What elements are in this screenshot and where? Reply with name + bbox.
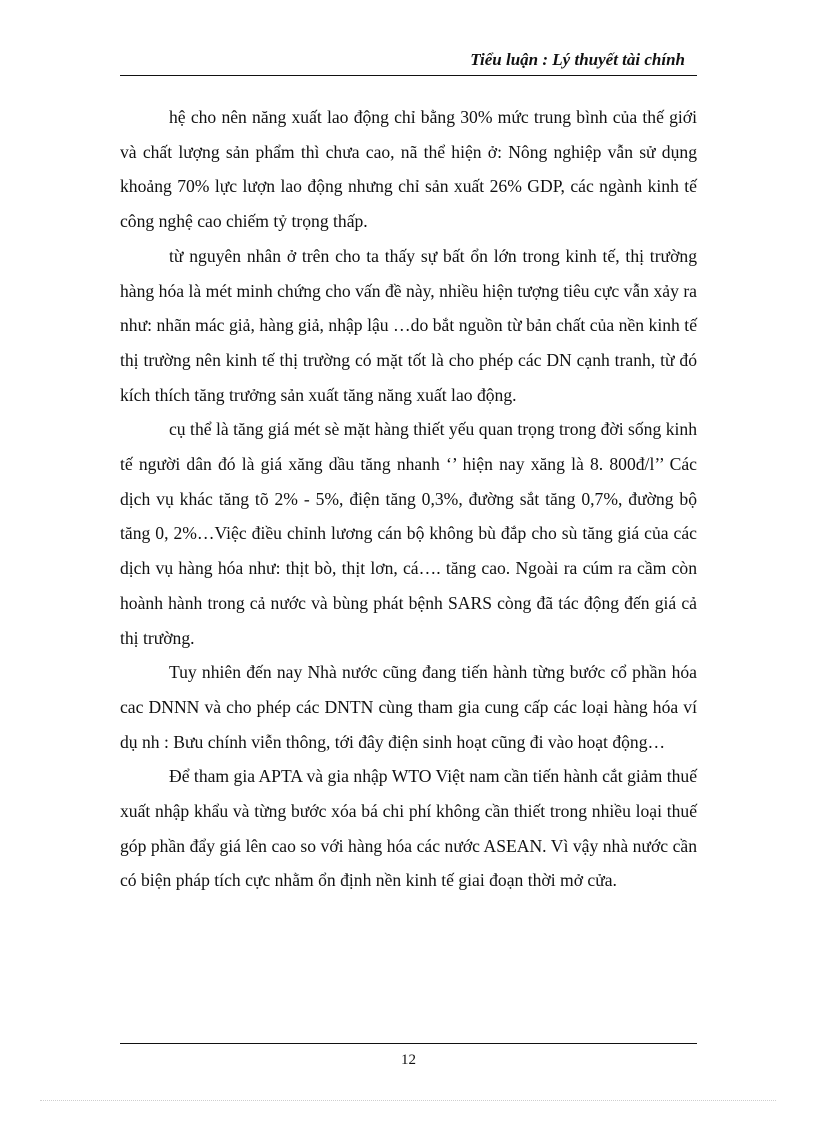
page-bottom-edge	[40, 1100, 776, 1101]
paragraph: Để tham gia APTA và gia nhập WTO Việt nam cần tiến hành cắt giảm thuế xuất nhập khẩu và từng bước xóa bá chi phí không cần thiết trong nhiều loại thuế góp phần đẩy giá lên cao so với hàng hóa các nước ASEAN. Vì vậy nhà nước cần có biện pháp tích cực nhằm ổn định nền kinh tế giai đoạn thời mở cửa.	[120, 766, 697, 891]
paragraph: hệ cho nên năng xuất lao động chỉ bằng 30% mức trung bình của thế giới và chất lượng sản phẩm thì chưa cao, nã thể hiện ở: Nông nghiệp vẫn sử dụng khoảng 70% lực lượn lao động nhưng chỉ sản xuất 26% GDP, các ngành kinh tế công nghệ cao chiếm tỷ trọng thấp.	[120, 107, 697, 232]
page-header	[120, 48, 697, 76]
header-title: Tiểu luận : Lý thuyết tài chính	[470, 50, 685, 69]
paragraph: cụ thể là tăng giá mét sè mặt hàng thiết yếu quan trọng trong đời sống kinh tế người dân đó là giá xăng dầu tăng nhanh ‘’ hiện nay xăng là 8. 800đ/l’’ Các dịch vụ khác tăng tõ 2% - 5%, điện tăng 0,3%, đường sắt tăng 0,7%, đường bộ tăng 0, 2%…Việc điều chỉnh lương cán bộ không bù đắp cho sù tăng giá của các dịch vụ hàng hóa như: thịt bò, thịt lơn, cá…. tăng cao. Ngoài ra cúm ra cầm còn hoành hành trong cả nước và bùng phát bệnh SARS còng đã tác động đến giá cả thị trường.	[120, 419, 697, 648]
footer-divider	[120, 1043, 697, 1044]
paragraph: từ nguyên nhân ở trên cho ta thấy sự bất ổn lớn trong kinh tế, thị trường hàng hóa là mét minh chứng cho vấn đề này, nhiều hiện tượng tiêu cực vẫn xảy ra như: nhãn mác giả, hàng giả, nhập lậu …do bắt nguồn từ bản chất của nền kinh tế thị trường nên kinh tế thị trường có mặt tốt là cho phép các DN cạnh tranh, từ đó kích thích tăng trưởng sản xuất tăng năng xuất lao động.	[120, 245, 697, 405]
document-body	[120, 100, 697, 898]
page-number: 12	[401, 1052, 416, 1068]
paragraph: Tuy nhiên đến nay Nhà nước cũng đang tiến hành từng bước cổ phần hóa cac DNNN và cho phép các DNTN cùng tham gia cung cấp các loại hàng hóa ví dụ nh : Bưu chính viễn thông, tới đây điện sinh hoạt cũng đi vào hoạt động…	[120, 662, 697, 752]
